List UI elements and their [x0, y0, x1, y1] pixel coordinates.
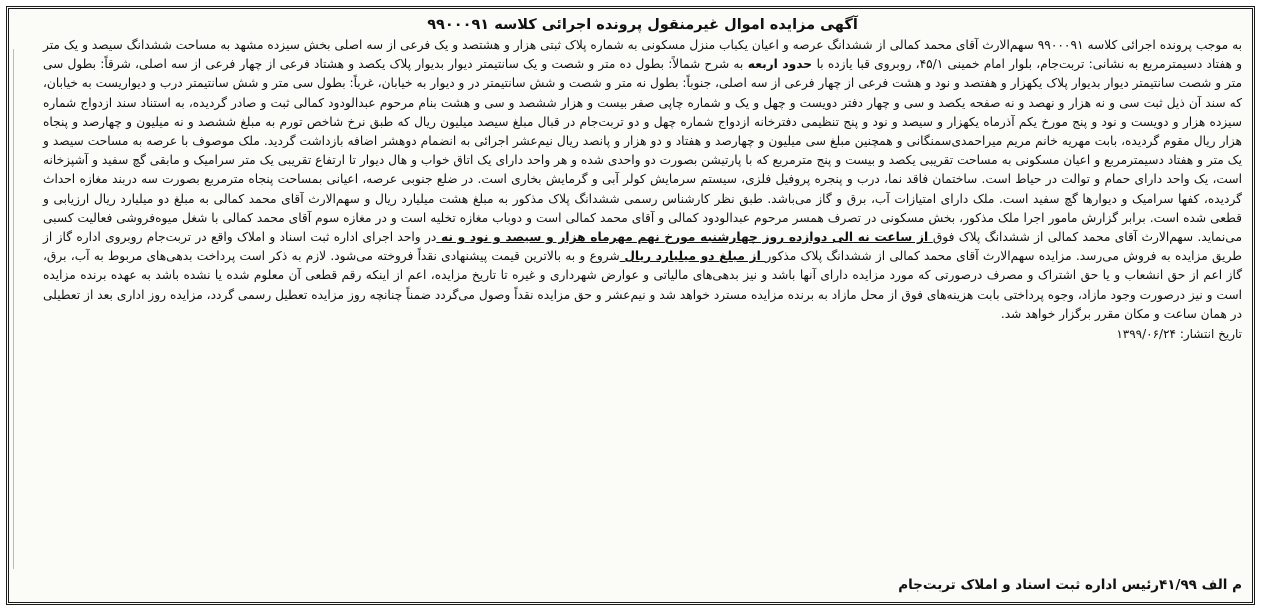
notice-content	[43, 15, 1242, 598]
notice-text-4: شروع و به بالاترین قیمت پیشنهادی نقداً فروخته می‌شود. لازم به ذکر است پرداخت بدهی‌های مربوط به آب، برق، گاز اعم از حق انشعاب و یا حق اشتراک و مصرف درصورتی که مورد مزایده دارای آنها باشد و نیز بدهی‌های مالیاتی و عوارض شهرداری و غیره تا تاریخ مزایده، اعم از اینکه رقم قطعی آن معلوم شده یا نشده باشد به عهده برنده مزایده است و نیز درصورت وجود مازاد، وجوه پرداختی بابت هزینه‌های فوق از محل مازاد به برنده مزایده مسترد خواهد شد و نیم‌عشر و حق مزایده نقداً وصول می‌گردد ضمناً چنانچه روز مزایده تعطیل رسمی گردد، مزایده روز اداری بعد از تعطیلی در همان ساعت و مکان مقرر برگزار خواهد شد.	[43, 249, 1242, 321]
publish-date-label: تاریخ انتشار:	[1179, 327, 1242, 342]
publish-date	[43, 325, 1242, 344]
notice-bold-boundaries: حدود اربعه	[743, 57, 817, 72]
notice-footer	[43, 574, 1242, 596]
notice-text-2: به شرح شمالاً: بطول ده متر و شصت و یک سانتیمتر دیوار بدیوار پلاک یکصد و هشتاد فرعی از چهار فرعی از سه اصلی، شرقاً: بطول سی متر و شصت سانتیمتر دیوار بدیوار پلاک یکهزار و هفتصد و نود و هشت فرعی از چهار فرعی از سه اصلی، جنوباً: بطول نه متر و شصت و شش سانتیمتر در و دیوار به خیابان، غرباً: بطول سی متر و شش سانتیمتر درب و دیواریست به خیابان، که سند آن ذیل ثبت سی و نه هزار و نهصد و نه صفحه یکصد و سی و چهار دفتر دویست و چهل و یک و شماره چاپی صفر بیست و هزار ششصد و سی و هشت بنام مرحوم عبدالودود کمالی ثبت و صادر گردیده، به استناد سند ازدواج شماره سیزده هزار و دویست و نود و پنج مورخ یکم آذرماه یکهزار و سیصد و نود و پنج تنظیمی دفترخانه ازدواج شماره چهل و دو تربت‌جام در قبال مبلغ سیصد میلیون ریال که طبق نرخ شاخص تورم به مبلغ ششصد و نه میلیون و چهارصد و پنجاه هزار ریال مقوم گردیده، بابت مهریه خانم مریم میراحمدی‌سمنگانی و همچنین مبلغ سی میلیون و چهارصد و هفتاد و دو هزار و پانصد ریال نیم‌عشر اجرائی به انضمام دوهشر اضافه بازداشت گردید. ملک موصوف با عرصه به مساحت سیصد و یک متر و هفتاد دسیمترمربع و اعیان مسکونی به مساحت تقریبی یکصد و بیست و پنج مترمربع که با پارتیشن بصورت دو واحدی شده و هر واحد دارای یک اتاق خواب و هال دیوار تا ارتفاع تقریبی یک متر سرامیک و مابقی گچ سفید و آشپزخانه است، یک واحد دارای حمام و توالت در حیاط است. ساختمان فاقد نما، درب و پنجره پروفیل فلزی، سیستم سرمایش کولر آبی و گرمایش بخاری است. در ضلع جنوبی عرصه، اعیانی بمساحت پنجاه مترمربع بصورت سه دربند مغازه احداث گردیده، کفها سرامیک و دیوارها گچ سفید است. ملک دارای امتیازات آب، برق و گاز می‌باشد. طبق نظر کارشناس رسمی ششدانگ پلاک مذکور به مبلغ هشت میلیارد ریال و سهم‌الارث آقای محمد کمالی به مبلغ دو میلیارد ریال ارزیابی و قطعی شده است. برابر گزارش مامور اجرا ملک مذکور، بخش مسکونی در تصرف همسر مرحوم عبدالودود کمالی و آقای محمد کمالی است و دوباب مغازه تخلیه است و در مغازه سوم آقای محمد کمالی با شغل میوه‌فروشی فعالیت کسبی می‌نماید. سهم‌الارث آقای محمد کمالی از ششدانگ پلاک فوق	[43, 57, 1242, 245]
notice-auction-time: از ساعت نه الی دوازده روز چهارشنبه مورخ نهم مهرماه هزار و سیصد و نود و نه	[436, 230, 933, 245]
notice-text-1: به موجب پرونده اجرائی کلاسه ۹۹۰۰۰۹۱ سهم‌الارث آقای محمد کمالی از ششدانگ عرصه و اعیان یکباب منزل مسکونی به شماره پلاک ثبتی هزار و هشتصد و یک فرعی از سه اصلی بخش سیزده مشهد به مساحت ششدانگ سیصد و یک متر و هفتاد دسیمترمربع به نشانی: تربت‌جام، بلوار امام خمینی ۴۵/۱، روبروی قبا یازده با	[43, 38, 1242, 72]
notice-body	[43, 36, 1242, 324]
scan-margin	[13, 49, 36, 569]
notice-title: آگهی مزایده اموال غیرمنقول پرونده اجرائی کلاسه ۹۹۰۰۰۹۱	[427, 17, 858, 33]
notice-code: م الف ۴۱/۹۹	[1159, 577, 1242, 593]
publish-date-value: ۱۳۹۹/۰۶/۲۴	[1116, 327, 1176, 342]
notice-starting-price: از مبلغ دو میلیارد ریال	[619, 249, 766, 264]
signature-line: رئیس اداره ثبت اسناد و املاک تربت‌جام	[898, 577, 1160, 593]
notice-text-3: در واحد اجرای اداره ثبت اسناد و املاک واقع در تربت‌جام روبروی اداره گاز از طریق مزایده به فروش می‌رسد. مزایده سهم‌الارث آقای محمد کمالی از ششدانگ پلاک مذکور	[43, 230, 1242, 264]
notice-frame	[6, 6, 1255, 605]
